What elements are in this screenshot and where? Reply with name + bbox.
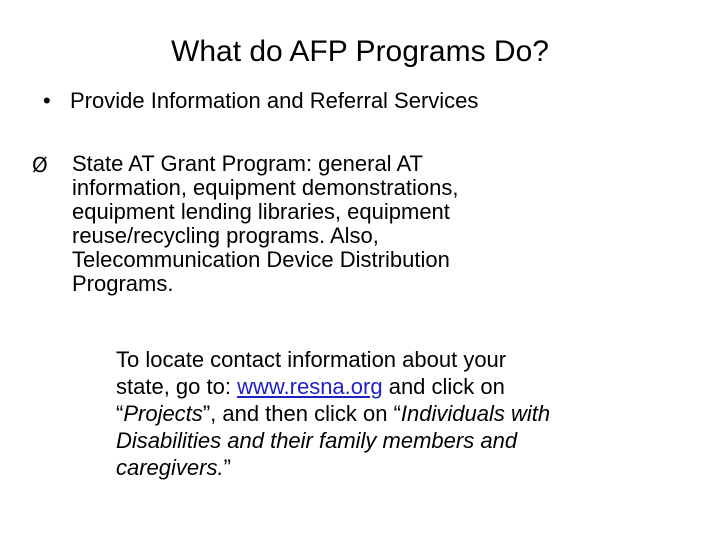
arrow-text-line: equipment lending libraries, equipment: [72, 199, 450, 224]
projects-text: Projects: [123, 401, 203, 426]
arrow-bullet-icon: Ø: [32, 153, 48, 177]
locate-text: ”, and then click on “: [202, 401, 401, 426]
arrow-text-line: reuse/recycling programs. Also,: [72, 223, 379, 248]
arrow-bullet-text: [72, 152, 692, 296]
locate-line: [116, 454, 706, 481]
locate-line: Disabilities and their family members and: [116, 428, 518, 453]
locate-line: [116, 373, 706, 400]
slide-title: What do AFP Programs Do?: [171, 35, 549, 68]
caregivers-text: caregivers.: [116, 455, 224, 480]
locate-paragraph: [116, 346, 706, 481]
close-quote: ”: [223, 455, 231, 480]
arrow-text-line: Programs.: [72, 271, 174, 296]
bullet-dot-icon: •: [43, 88, 51, 113]
bullet-text: Provide Information and Referral Services: [70, 88, 479, 113]
arrow-text-line: Telecommunication Device Distribution: [72, 247, 450, 272]
bullet-item: [43, 87, 478, 115]
arrow-bullet-item: [32, 152, 692, 296]
open-quote: “: [116, 401, 124, 426]
arrow-text-line: information, equipment demonstrations,: [72, 175, 459, 200]
resna-link[interactable]: www.resna.org: [237, 374, 383, 399]
individuals-text: Individuals with: [400, 401, 551, 426]
arrow-text-line: State AT Grant Program: general AT: [72, 151, 423, 176]
locate-text: state, go to:: [116, 374, 238, 399]
locate-text: and click on: [382, 374, 505, 399]
locate-line: To locate contact information about your: [116, 347, 507, 372]
locate-line: [116, 400, 706, 427]
